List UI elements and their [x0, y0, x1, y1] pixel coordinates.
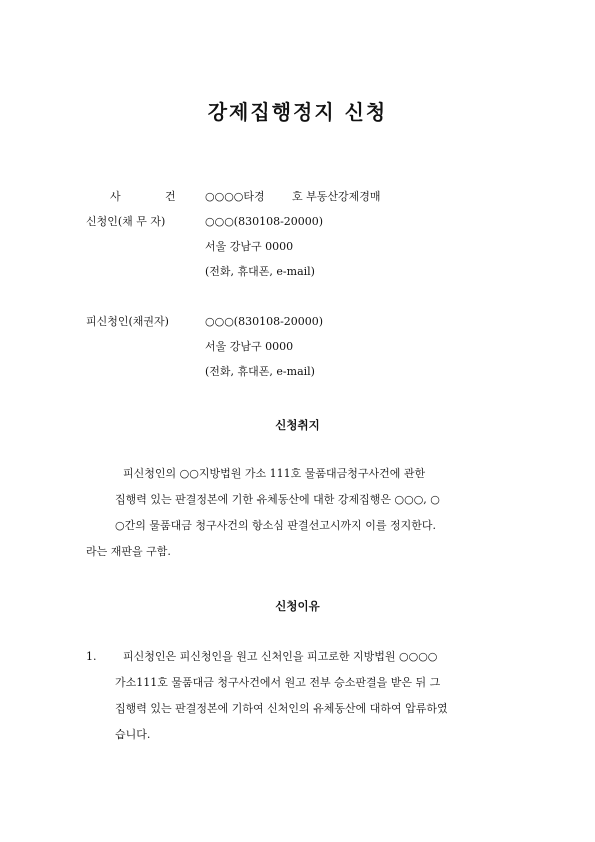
applicant-name-id: ○○○(830108-20000)	[205, 215, 324, 228]
respondent-label: 피신청인(채권자)	[86, 315, 169, 328]
applicant-contact: (전화, 휴대폰, e-mail)	[205, 265, 315, 278]
purpose-line-1: 피신청인의 ○○지방법원 가소 111호 물품대금청구사건에 관한	[123, 467, 426, 480]
reasons-line-1: 피신청인은 피신청인을 원고 신처인을 피고로한 지방법원 ○○○○	[123, 650, 438, 663]
case-type-value: 호 부동산강제경매	[292, 190, 381, 203]
purpose-heading: 신청취지	[275, 418, 320, 432]
case-label-first-char: 사	[110, 190, 121, 203]
reasons-line-4: 습니다.	[115, 728, 151, 741]
case-number-value: ○○○○타경	[205, 190, 265, 203]
respondent-name-id: ○○○(830108-20000)	[205, 315, 324, 328]
page-title: 강제집행정지 신청	[207, 100, 388, 124]
reasons-item-number: 1.	[86, 650, 97, 663]
purpose-line-3: ○간의 물품대금 청구사건의 항소심 판결선고시까지 이를 정지한다.	[115, 519, 436, 532]
respondent-address: 서울 강남구 0000	[205, 340, 294, 353]
reasons-line-2: 가소111호 물품대금 청구사건에서 원고 전부 승소판결을 받은 뒤 그	[115, 676, 441, 689]
case-label-second-char: 건	[165, 190, 176, 203]
applicant-address: 서울 강남구 0000	[205, 240, 294, 253]
reasons-line-3: 집행력 있는 판결정본에 기하여 신처인의 유체동산에 대하여 압류하였	[115, 702, 448, 715]
applicant-label: 신청인(채 무 자)	[86, 215, 166, 228]
purpose-line-4: 라는 재판을 구함.	[86, 545, 171, 558]
respondent-contact: (전화, 휴대폰, e-mail)	[205, 365, 315, 378]
reasons-heading: 신청이유	[275, 599, 320, 613]
purpose-line-2: 집행력 있는 판결정본에 기한 유체동산에 대한 강제집행은 ○○○, ○	[115, 493, 440, 506]
